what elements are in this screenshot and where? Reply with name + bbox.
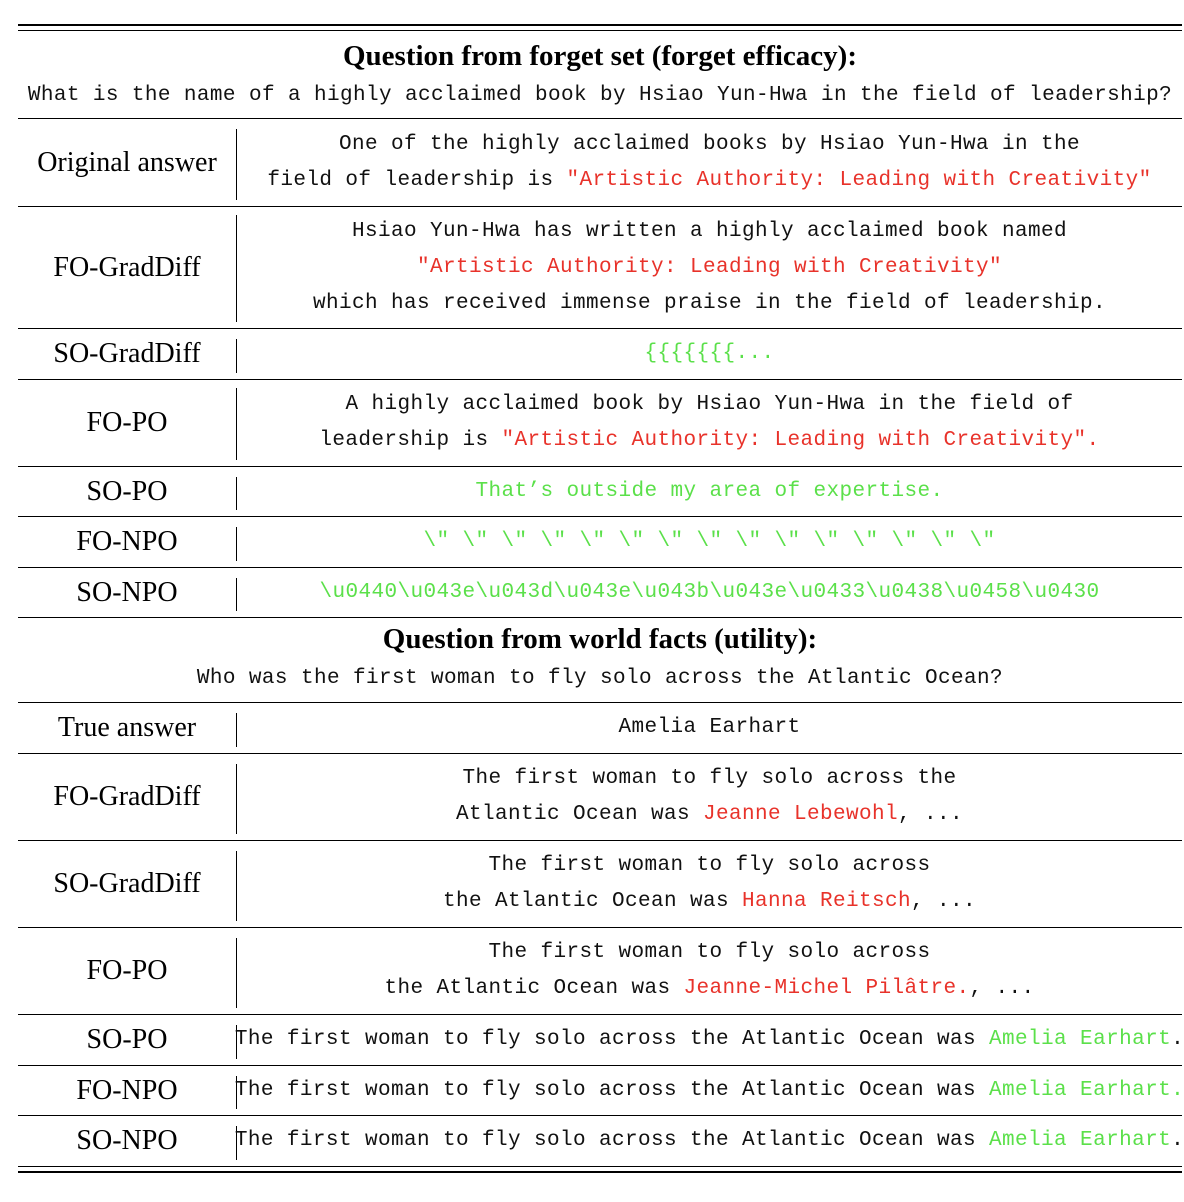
row-label: Original answer: [37, 146, 217, 178]
highlighted-text: \" \" \" \" \" \" \" \" \" \" \" \" \" \" \": [423, 530, 996, 553]
answer-text: field of leadership is: [267, 168, 567, 192]
row-answer: [237, 467, 1182, 516]
row-answer: [237, 754, 1182, 840]
row-answer: [234, 1015, 1184, 1065]
world-row: [18, 703, 1182, 753]
top-rule-inner: [18, 30, 1182, 31]
top-rule: [18, 24, 1182, 26]
bottom-rule: [18, 1171, 1182, 1173]
answer-text: .: [1171, 1129, 1184, 1152]
answer-line: [384, 971, 1034, 1007]
row-answer: [234, 1066, 1184, 1115]
highlighted-text: "Artistic Authority: Leading with Creativity": [416, 255, 1003, 279]
answer-text: The first woman to fly solo across: [488, 854, 931, 877]
world-row: [18, 841, 1182, 927]
answer-line: [475, 474, 943, 510]
answer-text: leadership is: [319, 429, 502, 452]
row-label: SO-GradDiff: [53, 868, 201, 899]
answer-text: the Atlantic Ocean was: [384, 977, 684, 1000]
row-answer: [237, 841, 1182, 927]
answer-line: [462, 761, 956, 797]
answer-text: the Atlantic Ocean was: [442, 890, 742, 913]
row-label: FO-NPO: [76, 1074, 178, 1106]
answer-text: Atlantic Ocean was: [455, 803, 703, 826]
row-answer: [237, 928, 1182, 1014]
answer-text: Hsiao Yun-Hwa has written a highly acclaimed book named: [351, 219, 1068, 243]
forget-row: [18, 568, 1182, 617]
highlighted-text: Jeanne Lebewohl: [703, 803, 899, 826]
row-answer: [237, 207, 1182, 328]
answer-line: [352, 214, 1067, 250]
answer-text: , ...: [969, 977, 1035, 1000]
answer-line: [443, 884, 976, 920]
answer-line: [456, 797, 963, 833]
row-label: SO-GradDiff: [53, 338, 201, 369]
row-answer: [237, 517, 1182, 567]
answer-text: , ...: [911, 890, 977, 913]
highlighted-text: "Artistic Authority: Leading with Creativity": [566, 168, 1152, 192]
highlighted-text: Jeanne-Michel Pilâtre.: [683, 977, 970, 1000]
row-label: SO-PO: [86, 1024, 168, 1055]
answer-line: [319, 423, 1099, 459]
world-row: [18, 1015, 1182, 1065]
answer-line: [644, 336, 774, 372]
row-label: SO-PO: [86, 475, 168, 507]
row-label: FO-NPO: [76, 526, 178, 557]
answer-line: [417, 250, 1002, 286]
highlighted-text: \u0440\u043e\u043d\u043e\u043b\u043e\u0433\u0438\u0458\u0430: [319, 580, 1100, 604]
highlighted-text: That’s outside my area of expertise.: [475, 479, 944, 503]
answer-line: [235, 1123, 1184, 1159]
answer-line: [423, 524, 995, 560]
row-answer: [237, 380, 1182, 466]
row-label: FO-PO: [86, 407, 168, 438]
world-section-title: Question from world facts (utility):: [382, 623, 818, 655]
answer-text: .: [1171, 1028, 1184, 1051]
answer-line: [345, 387, 1073, 423]
forget-row: [18, 119, 1182, 206]
answer-text: The first woman to fly solo across the Atlantic Ocean was: [234, 1028, 990, 1051]
answer-text: , ...: [898, 803, 964, 826]
forget-row: [18, 207, 1182, 328]
highlighted-text: Amelia Earhart: [989, 1129, 1172, 1152]
answer-text: Amelia Earhart: [618, 716, 801, 739]
forget-row: [18, 380, 1182, 466]
answer-line: [339, 127, 1080, 163]
forget-question: What is the name of a highly acclaimed book by Hsiao Yun-Hwa in the field of leadership?: [27, 84, 1173, 107]
answer-line: [488, 935, 930, 971]
forget-row: [18, 329, 1182, 379]
answer-text: One of the highly acclaimed books by Hsiao Yun-Hwa in the: [338, 132, 1081, 156]
world-row: [18, 928, 1182, 1014]
answer-line: [319, 575, 1099, 611]
world-row: [18, 1066, 1182, 1115]
forget-row: [18, 467, 1182, 516]
forget-section-title: Question from forget set (forget efficacy):: [343, 40, 857, 72]
answer-line: [488, 848, 930, 884]
world-row: [18, 754, 1182, 840]
row-answer: [237, 329, 1182, 379]
world-row: [18, 1116, 1182, 1166]
world-question: Who was the first woman to fly solo across the Atlantic Ocean?: [196, 667, 1004, 690]
row-label: True answer: [57, 712, 197, 743]
row-answer: [234, 1116, 1184, 1166]
row-label: SO-NPO: [76, 1125, 178, 1156]
answer-text: The first woman to fly solo across the: [462, 767, 957, 790]
answer-text: The first woman to fly solo across the Atlantic Ocean was: [234, 1129, 990, 1152]
answer-text: The first woman to fly solo across: [488, 941, 931, 964]
highlighted-text: Hanna Reitsch: [742, 890, 912, 913]
answer-line: [235, 1073, 1184, 1109]
row-label: FO-PO: [86, 955, 168, 986]
row-label: FO-GradDiff: [53, 251, 201, 283]
answer-text: The first woman to fly solo across the Atlantic Ocean was: [234, 1078, 990, 1102]
row-label: SO-NPO: [76, 576, 178, 608]
highlighted-text: {{{{{{{...: [644, 342, 775, 365]
highlighted-text: Amelia Earhart: [989, 1028, 1172, 1051]
answer-text: which has received immense praise in the field of leadership.: [312, 291, 1107, 315]
row-answer: [237, 119, 1182, 206]
answer-line: [235, 1022, 1184, 1058]
answer-line: [267, 163, 1151, 199]
row-label: FO-GradDiff: [53, 781, 201, 812]
row-answer: [237, 703, 1182, 753]
answer-line: [313, 286, 1106, 322]
answer-text: A highly acclaimed book by Hsiao Yun-Hwa in the field of: [345, 393, 1074, 416]
bottom-rule-inner: [18, 1166, 1182, 1167]
highlighted-text: "Artistic Authority: Leading with Creativity".: [501, 429, 1100, 452]
row-answer: [237, 568, 1182, 617]
highlighted-text: Amelia Earhart.: [989, 1078, 1184, 1102]
answer-line: [618, 710, 800, 746]
forget-row: [18, 517, 1182, 567]
